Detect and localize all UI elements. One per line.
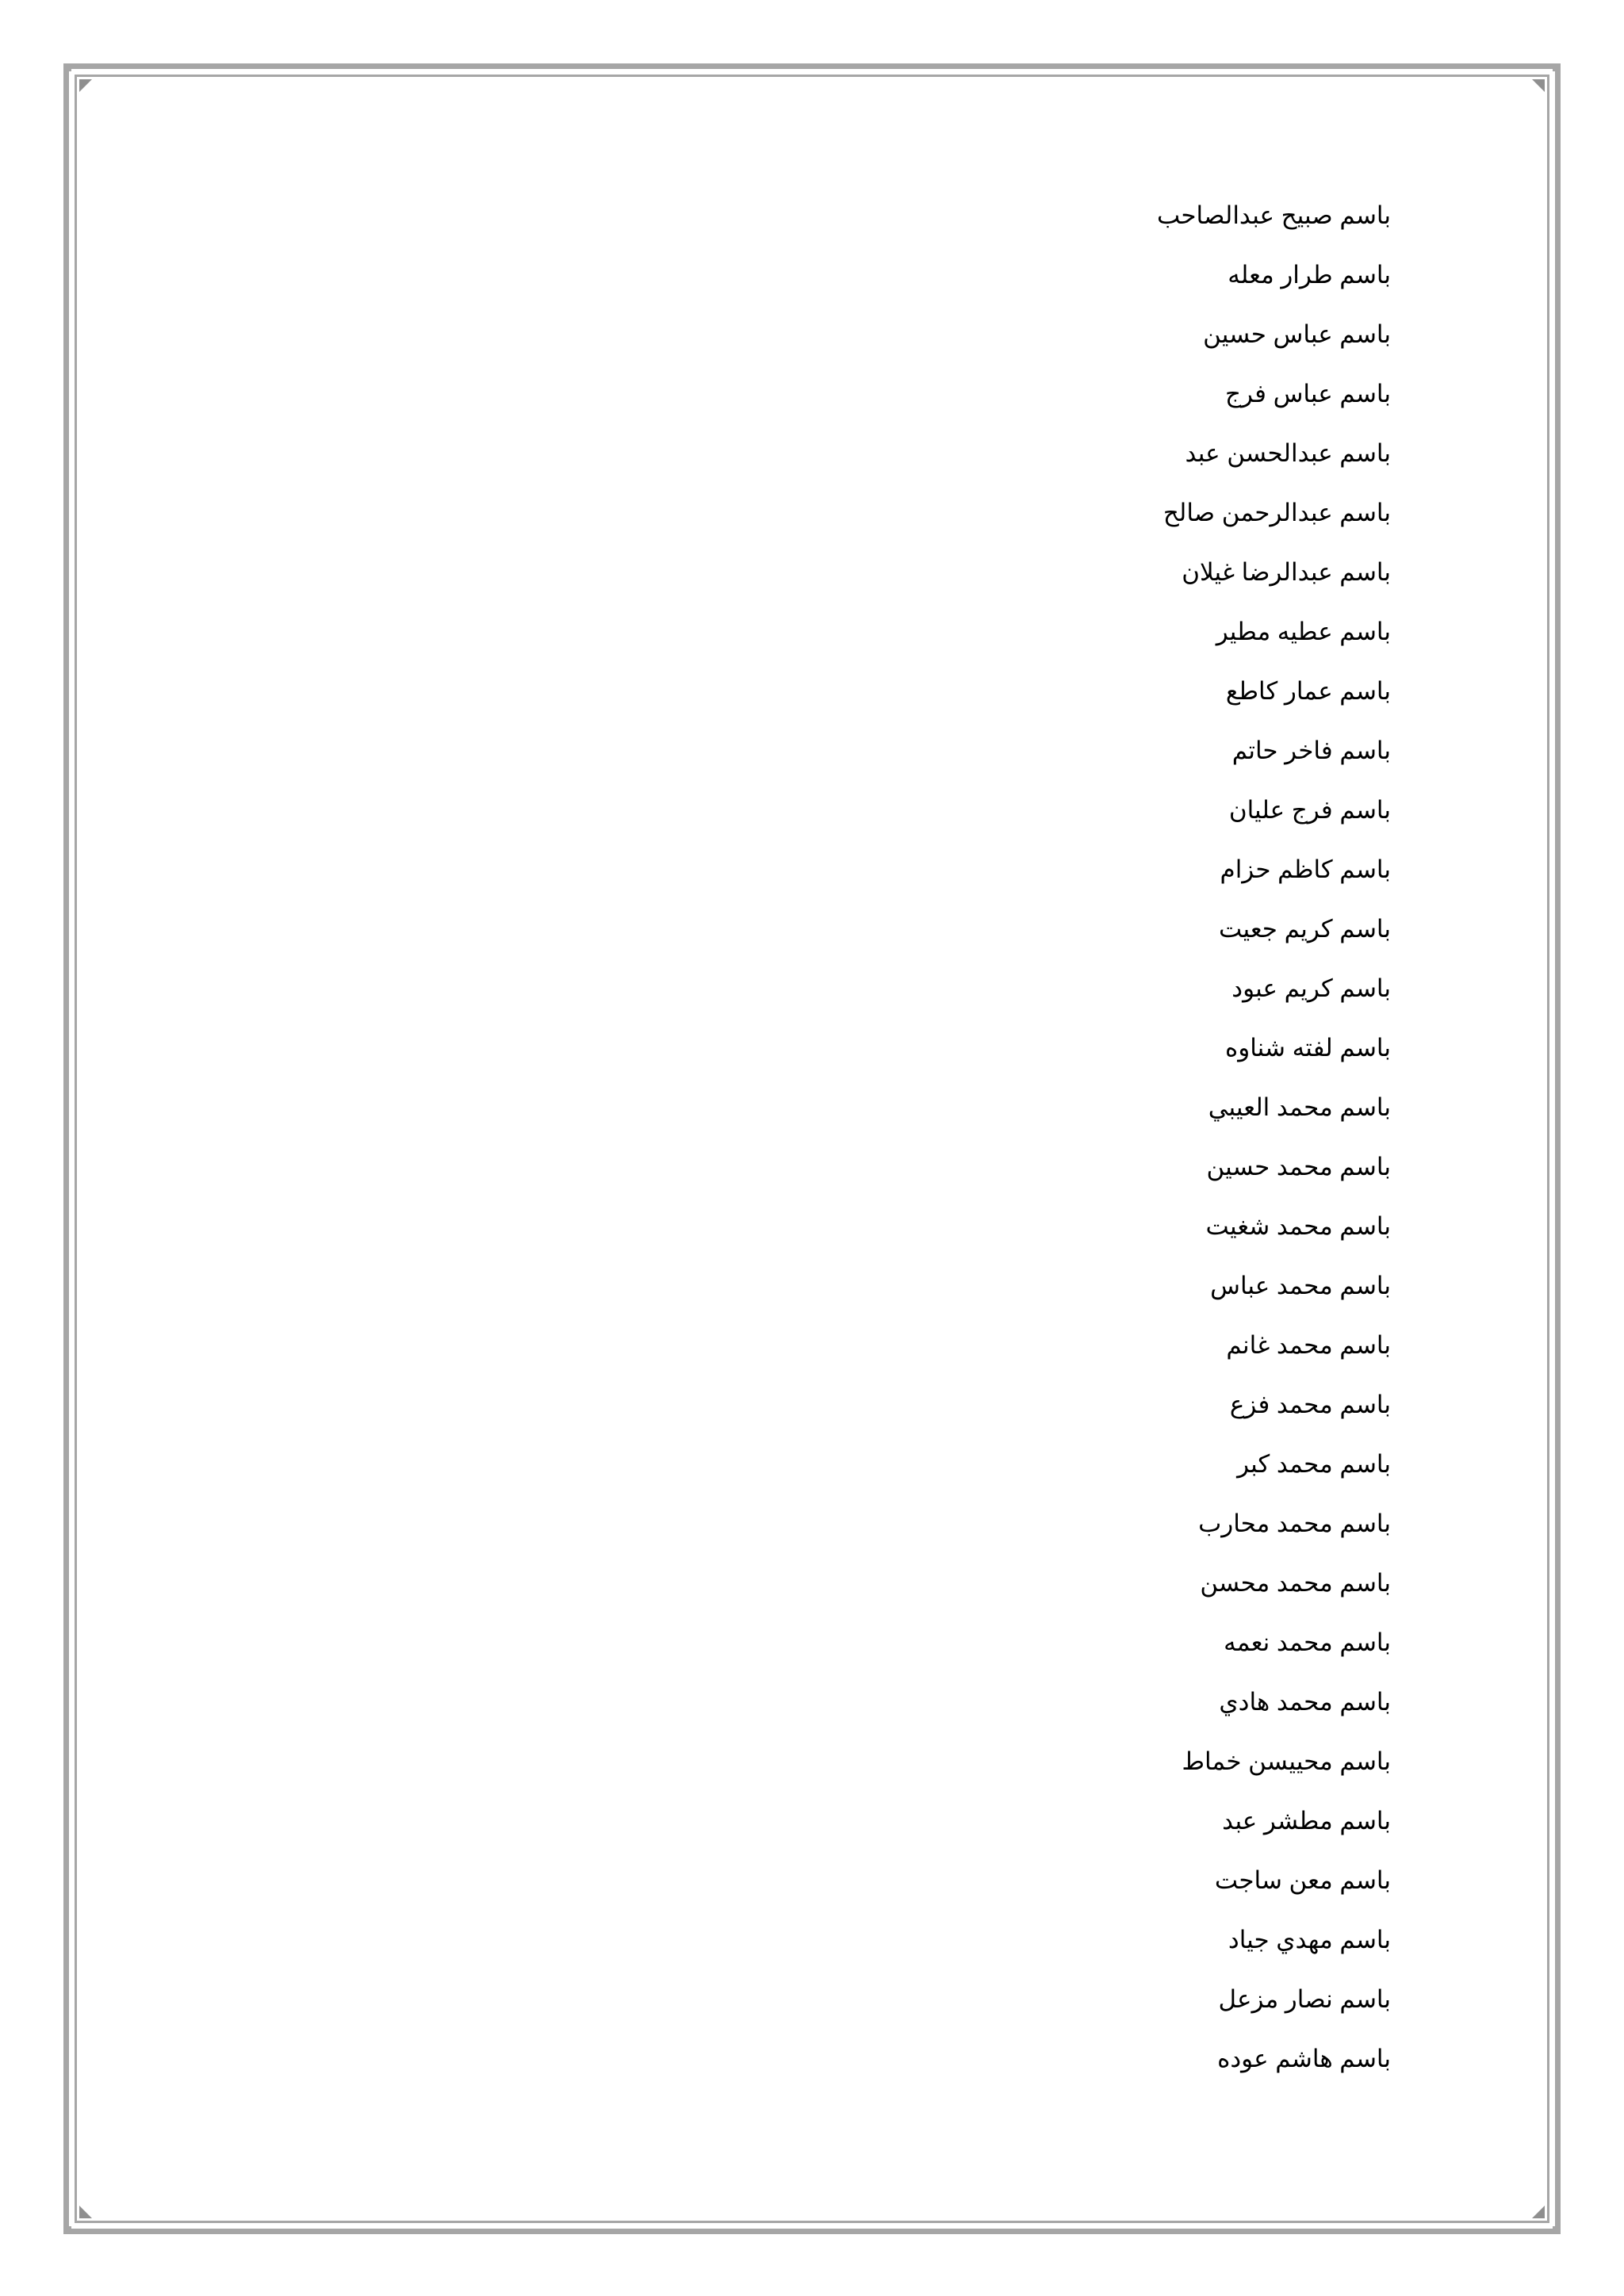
name-item: باسم مطشر عبد	[1222, 1807, 1391, 1835]
name-item: باسم كريم عبود	[1231, 974, 1391, 1002]
name-item: باسم عباس فرج	[1225, 380, 1391, 408]
name-item: باسم محمد محارب	[1198, 1510, 1391, 1537]
border-corner-top-right	[1553, 63, 1561, 71]
border-corner-bottom-right	[1553, 2226, 1561, 2234]
corner-triangle-bottom-left	[79, 2206, 92, 2218]
name-item: باسم عمار كاطع	[1225, 677, 1391, 705]
name-item: باسم عباس حسين	[1203, 320, 1391, 348]
name-item: باسم محمد شغيت	[1205, 1212, 1391, 1240]
name-item: باسم صبيح عبدالصاحب	[1156, 201, 1391, 229]
name-item: باسم محمد كبر	[1237, 1450, 1391, 1478]
name-item: باسم محمد هادي	[1219, 1688, 1391, 1716]
border-corner-bottom-left	[63, 2226, 71, 2234]
name-item: باسم محمد عباس	[1210, 1272, 1391, 1299]
name-item: باسم طرار معله	[1228, 261, 1391, 289]
name-item: باسم مهدي جياد	[1228, 1926, 1391, 1954]
corner-triangle-bottom-right	[1532, 2206, 1545, 2218]
name-item: باسم محمد العيبي	[1208, 1093, 1391, 1121]
names-list	[836, 195, 1391, 2098]
name-item: باسم فرج عليان	[1228, 796, 1391, 824]
corner-triangle-top-right	[1532, 79, 1545, 92]
name-item: باسم محمد حسين	[1206, 1153, 1391, 1181]
border-corner-top-left	[63, 63, 71, 71]
name-item: باسم فاخر حاتم	[1231, 737, 1391, 764]
name-item: باسم محمد نعمه	[1224, 1628, 1391, 1656]
name-item: باسم كاظم حزام	[1220, 855, 1391, 883]
corner-triangle-top-left	[79, 79, 92, 92]
name-item: باسم لفته شناوه	[1225, 1034, 1391, 1062]
name-item: باسم معن ساجت	[1214, 1866, 1391, 1894]
name-item: باسم محييسن خماط	[1182, 1747, 1391, 1775]
name-item: باسم محمد غانم	[1226, 1331, 1391, 1359]
name-item: باسم محمد محسن	[1200, 1569, 1391, 1597]
name-item: باسم عبدالرضا غيلان	[1182, 558, 1391, 586]
name-item: باسم عطيه مطير	[1216, 618, 1391, 645]
name-item: باسم عبدالحسن عبد	[1185, 439, 1391, 467]
name-item: باسم نصار مزعل	[1218, 1985, 1391, 2013]
name-item: باسم كريم جعيت	[1219, 915, 1391, 943]
name-item: باسم هاشم عوده	[1217, 2045, 1391, 2072]
name-item: باسم محمد فزع	[1229, 1391, 1391, 1418]
name-item: باسم عبدالرحمن صالح	[1162, 499, 1391, 526]
